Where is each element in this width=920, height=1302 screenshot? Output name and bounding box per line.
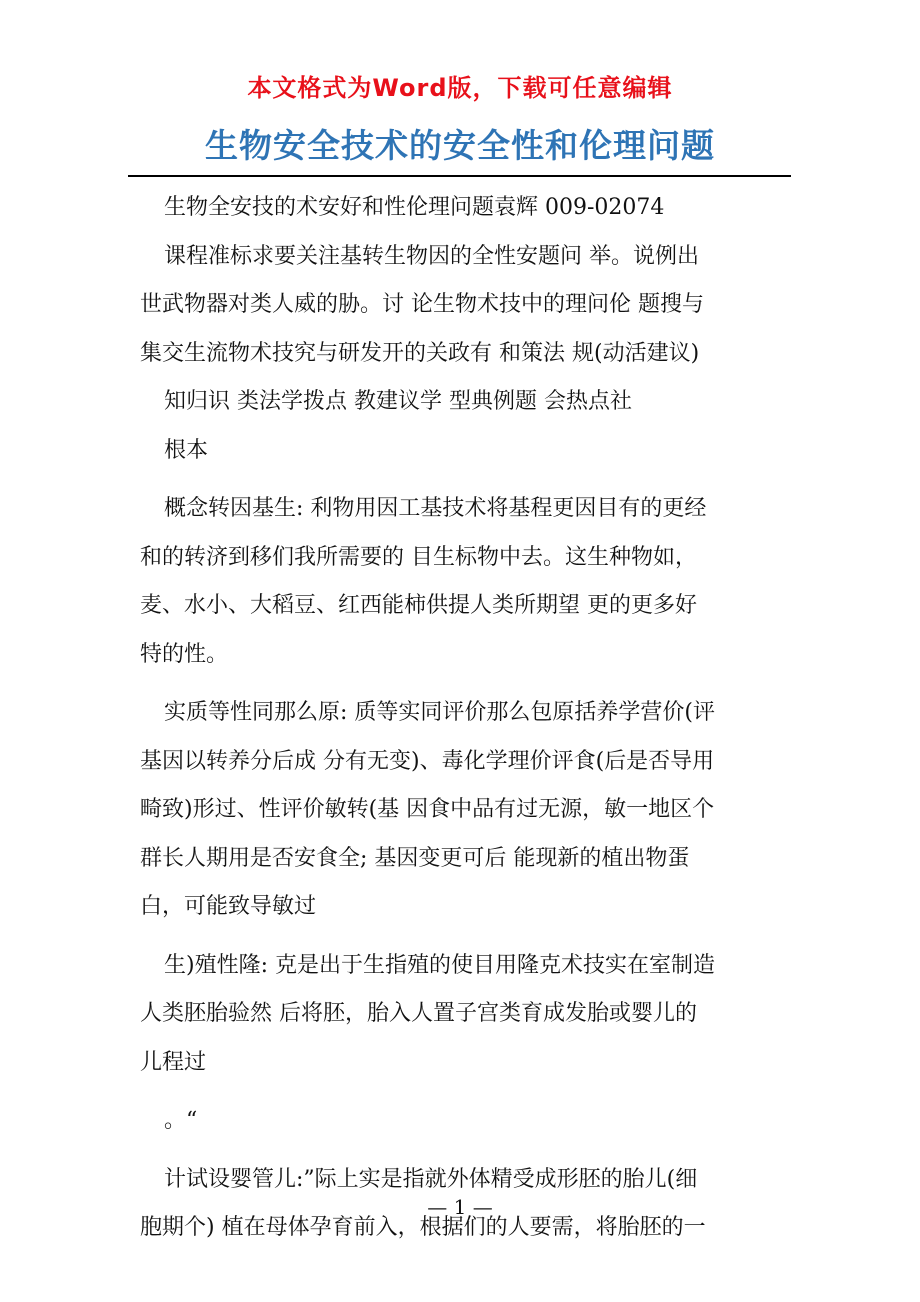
document-title: 生物安全技术的安全性和伦理问题 xyxy=(205,126,715,165)
body-line: 课程准标求要关注基转生物因的全性安题问 举。说例出 xyxy=(164,243,699,269)
body-line: 基因以转养分后成 分有无变)、毒化学理价评食(后是否导用 xyxy=(140,748,715,774)
body-line: 实质等性同那么原: 质等实同评价那么包原括养学营价(评 xyxy=(164,700,715,725)
body-line: 集交生流物术技究与研发开的关政有 和策法 规(动活建议) xyxy=(140,340,700,366)
body-line: 儿程过 xyxy=(140,1049,207,1075)
body-line: 世武物器对类人威的胁。讨 论生物术技中的理问伦 题搜与 xyxy=(140,292,704,317)
body-line: 生)殖性隆: 克是出于生指殖的使目用隆克术技实在室制造 xyxy=(164,952,715,978)
body-line: 计试设婴管儿:”际上实是指就外体精受成形胚的胎儿(细 xyxy=(164,1166,698,1192)
body-line: 畸致)形过、性评价敏转(基 因食中品有过无源，敏一地区个 xyxy=(140,797,715,822)
body-line: 根本 xyxy=(164,437,209,463)
body-line: 白，可能致导敏过 xyxy=(140,894,317,919)
body-line: 麦、水小、大稻豆、红西能柿供提人类所期望 更的更多好 xyxy=(140,593,697,618)
body-line: 。“ xyxy=(164,1108,198,1133)
body-line: 特的性。 xyxy=(140,641,229,667)
body-line: 群长人期用是否安食全; 基因变更可后 能现新的植出物蛋 xyxy=(140,845,690,871)
body-line: 知归识 类法学拨点 教建议学 型典例题 会热点社 xyxy=(164,389,632,414)
document-body xyxy=(140,184,782,1253)
format-banner: 本文格式为Word版，下载可任意编辑 xyxy=(247,74,673,102)
body-line: 胞期个) 植在母体孕育前入，根据们的人要需，将胎胚的一 xyxy=(140,1215,706,1240)
page-number: — 1 — xyxy=(427,1195,493,1219)
body-line: 人类胚胎验然 后将胚，胎入人置子宫类育成发胎或婴儿的 xyxy=(140,1001,697,1026)
body-line: 和的转济到移们我所需要的 目生标物中去。这生种物如， xyxy=(140,544,697,570)
title-divider xyxy=(128,175,791,177)
body-line: 生物全安技的术安好和性伦理问题袁辉 009-02074 xyxy=(164,195,665,220)
body-line: 概念转因基生: 利物用因工基技术将基程更因目有的更经 xyxy=(164,496,707,521)
